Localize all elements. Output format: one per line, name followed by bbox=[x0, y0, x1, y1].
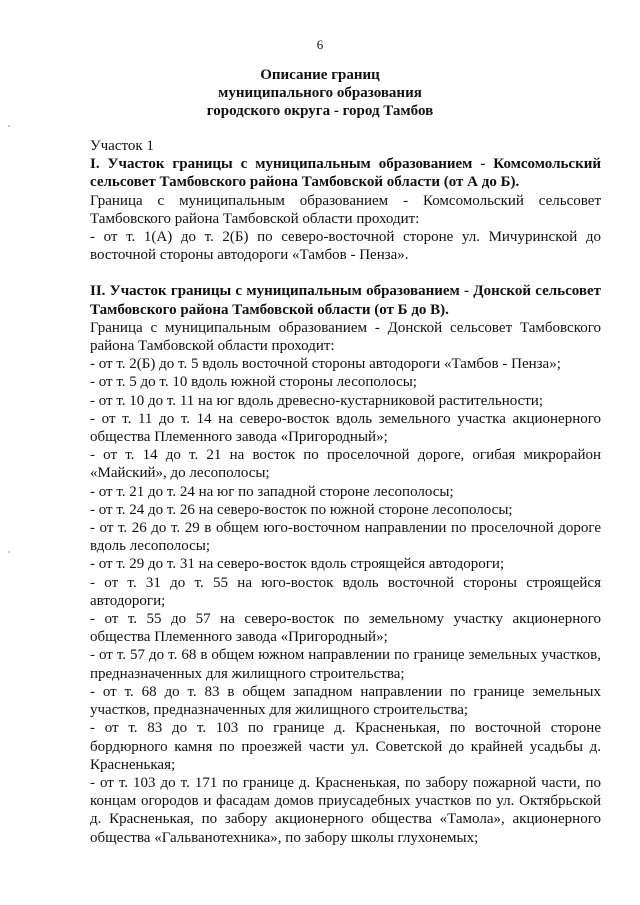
section-spacer bbox=[90, 264, 601, 282]
section-2-heading: II. Участок границы с муниципальным образованием - Донской сельсовет Тамбовского района Тамбовской области (от Б до В). bbox=[90, 283, 601, 318]
section-2-item: - от т. 2(Б) до т. 5 вдоль восточной стороны автодороги «Тамбов - Пенза»; bbox=[90, 356, 561, 373]
section-1-intro: Граница с муниципальным образованием - Комсомольский сельсовет Тамбовского района Тамбовской области проходит: bbox=[90, 192, 601, 227]
section-1-item: - от т. 1(А) до т. 2(Б) по северо-восточной стороне ул. Мичуринской до восточной стороны автодороги «Тамбов - Пенза». bbox=[90, 229, 601, 264]
title-line-2: муниципального образования bbox=[218, 85, 422, 101]
section-2-item: - от т. 103 до т. 171 по границе д. Красненькая, по забору пожарной части, по концам огородов и фасадам домов приусадебных участков по ул. Октябрьской д. Красненькая, по забору акционерного общества «Тамола», акционерного общества «Гальванотехника», по забору школы глухонемых; bbox=[90, 774, 601, 846]
section-2-item: - от т. 29 до т. 31 на северо-восток вдоль строящейся автодороги; bbox=[90, 556, 505, 573]
section-1-heading: I. Участок границы с муниципальным образованием - Комсомольский сельсовет Тамбовского района Тамбовской области (от А до Б). bbox=[90, 156, 601, 191]
section-2-item: - от т. 55 до 57 на северо-восток по земельному участку акционерного общества Племенного завода «Пригородный»; bbox=[90, 611, 601, 646]
section-label: Участок 1 bbox=[90, 138, 154, 154]
section-2-item: - от т. 83 до т. 103 по границе д. Красненькая, по восточной стороне бордюрного камня по проезжей части ул. Советской до крайней усадьбы д. Красненькая; bbox=[90, 720, 601, 773]
section-2-item: - от т. 5 до т. 10 вдоль южной стороны лесополосы; bbox=[90, 374, 417, 391]
section-2-item: - от т. 68 до т. 83 в общем западном направлении по границе земельных участков, предназначенных для жилищного строительства; bbox=[90, 683, 601, 719]
scan-mark bbox=[8, 125, 10, 127]
section-2-item: - от т. 11 до т. 14 на северо-восток вдоль земельного участка акционерного общества Племенного завода «Пригородный»; bbox=[90, 410, 601, 446]
section-2-intro: Граница с муниципальным образованием - Донской сельсовет Тамбовского района Тамбовской области проходит: bbox=[90, 319, 601, 355]
title-line-1: Описание границ bbox=[260, 67, 380, 83]
document-title bbox=[0, 66, 640, 120]
page-number: 6 bbox=[316, 37, 324, 52]
section-2-item: - от т. 31 до т. 55 на юго-восток вдоль восточной стороны строящейся автодороги; bbox=[90, 574, 601, 609]
section-2-item: - от т. 21 до т. 24 на юг по западной стороне лесополосы; bbox=[90, 483, 454, 500]
title-line-3: городского округа - город Тамбов bbox=[206, 103, 434, 119]
section-2-item: - от т. 24 до т. 26 на северо-восток по южной стороне лесополосы; bbox=[90, 501, 513, 518]
section-2-item: - от т. 26 до т. 29 в общем юго-восточном направлении по проселочной дороге вдоль лесополосы; bbox=[90, 520, 601, 555]
scan-mark bbox=[8, 551, 10, 553]
section-2-item: - от т. 57 до т. 68 в общем южном направлении по границе земельных участков, предназначенных для жилищного строительства; bbox=[90, 647, 601, 682]
section-2-item: - от т. 10 до т. 11 на юг вдоль древесно-кустарниковой растительности; bbox=[90, 392, 544, 409]
section-2-item: - от т. 14 до т. 21 на восток по проселочной дороге, огибая микрорайон «Майский», до лесополосы; bbox=[90, 447, 601, 482]
document-body bbox=[90, 137, 601, 847]
